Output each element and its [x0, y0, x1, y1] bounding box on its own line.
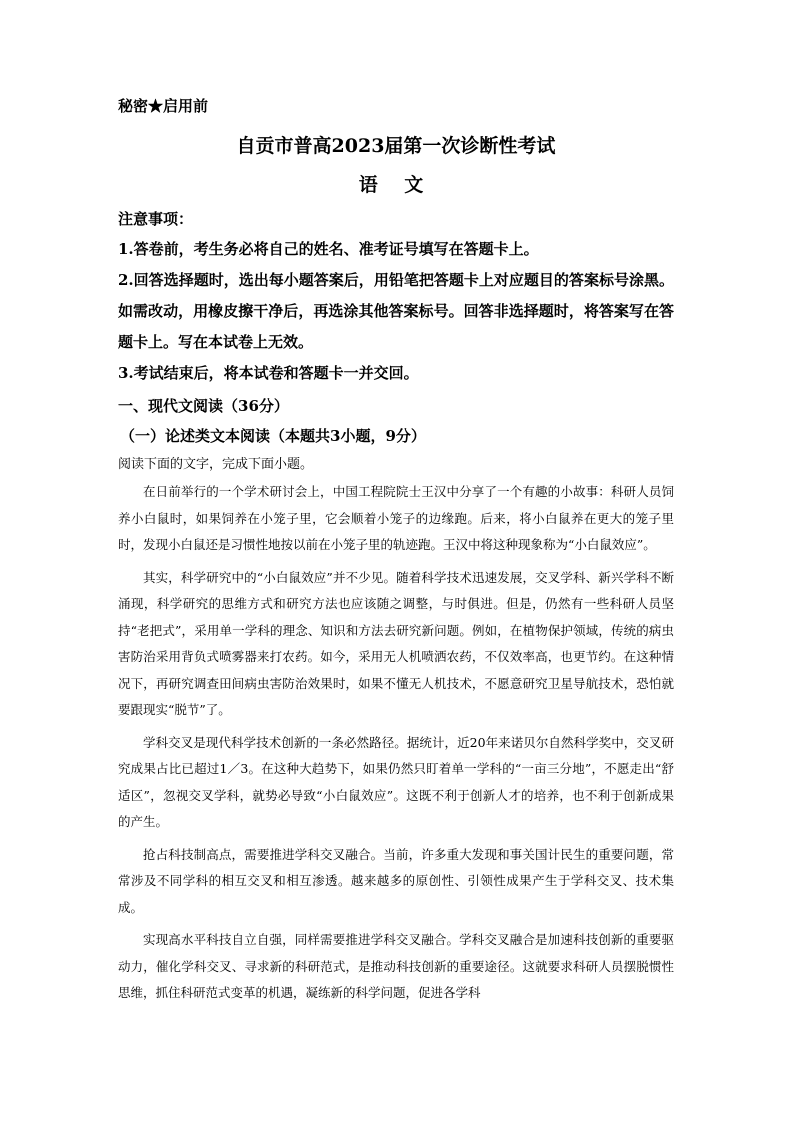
subsection-title: （一）论述类文本阅读（本题共3小题，9分） [120, 427, 426, 445]
passage-paragraph: 实现高水平科技自立自强，同样需要推进学科交叉融合。学科交叉融合是加速科技创新的重要驱动力，催化学科交叉、寻求新的科研范式，是推动科技创新的重要途径。这就要求科研人员摆脱惯性思维，抓住科研范式变革的机遇，凝练新的科学问题，促进各学科 [118, 932, 674, 1000]
confidential-label: 秘密★启用前 [118, 97, 209, 115]
section-title: 一、现代文阅读（36分） [118, 397, 289, 415]
exam-title: 自贡市普高2023届第一次诊断性考试 [236, 135, 556, 157]
passage-paragraph: 抢占科技制高点，需要推进学科交叉融合。当前，许多重大发现和事关国计民生的重要问题，常常涉及不同学科的相互交叉和相互渗透。越来越多的原创性、引领性成果产生于学科交叉、技术集成。 [118, 846, 674, 915]
exam-page [118, 88, 674, 1013]
notice-item: 2.回答选择题时，选出每小题答案后，用铅笔把答题卡上对应题目的答案标号涂黑。如需改动，用橡皮擦干净后，再选涂其他答案标号。回答非选择题时，将答案写在答题卡上。写在本试卷上无效。 [118, 271, 674, 351]
notice-item: 3.考试结束后，将本试卷和答题卡一并交回。 [118, 364, 419, 382]
passage-paragraph: 学科交叉是现代科学技术创新的一条必然路径。据统计，近20年来诺贝尔自然科学奖中，交叉研究成果占比已超过1／3。在这种大趋势下，如果仍然只盯着单一学科的“一亩三分地”，不愿走出“舒适区”，忽视交叉学科，就势必导致“小白鼠效应”。这既不利于创新人才的培养，也不利于创新成果的产生。 [118, 734, 674, 829]
notice-heading: 注意事项： [118, 210, 194, 228]
subject-title: 语 文 [358, 174, 434, 196]
passage-paragraph: 其实，科学研究中的“小白鼠效应”并不少见。随着科学技术迅速发展，交叉学科、新兴学科不断涌现，科学研究的思维方式和研究方法也应该随之调整，与时俱进。但是，仍然有一些科研人员坚持“老把式”，采用单一学科的理念、知识和方法去研究新问题。例如，在植物保护领域，传统的病虫害防治采用背负式喷雾器来打农药。如今，采用无人机喷洒农药，不仅效率高，也更节约。在这种情况下，再研究调查田间病虫害防治效果时，如果不懂无人机技术，不愿意研究卫星导航技术，恐怕就要跟现实“脱节”了。 [118, 569, 674, 717]
passage-paragraph: 在日前举行的一个学术研讨会上，中国工程院院士王汉中分享了一个有趣的小故事：科研人员饲养小白鼠时，如果饲养在小笼子里，它会顺着小笼子的边缘跑。后来，将小白鼠养在更大的笼子里时，发现小白鼠还是习惯性地按以前在小笼子里的轨迹跑。王汉中将这种现象称为“小白鼠效应”。 [118, 484, 674, 552]
reading-instruction: 阅读下面的文字，完成下面小题。 [118, 457, 314, 472]
notice-item: 1.答卷前，考生务必将自己的姓名、准考证号填写在答题卡上。 [118, 240, 539, 258]
